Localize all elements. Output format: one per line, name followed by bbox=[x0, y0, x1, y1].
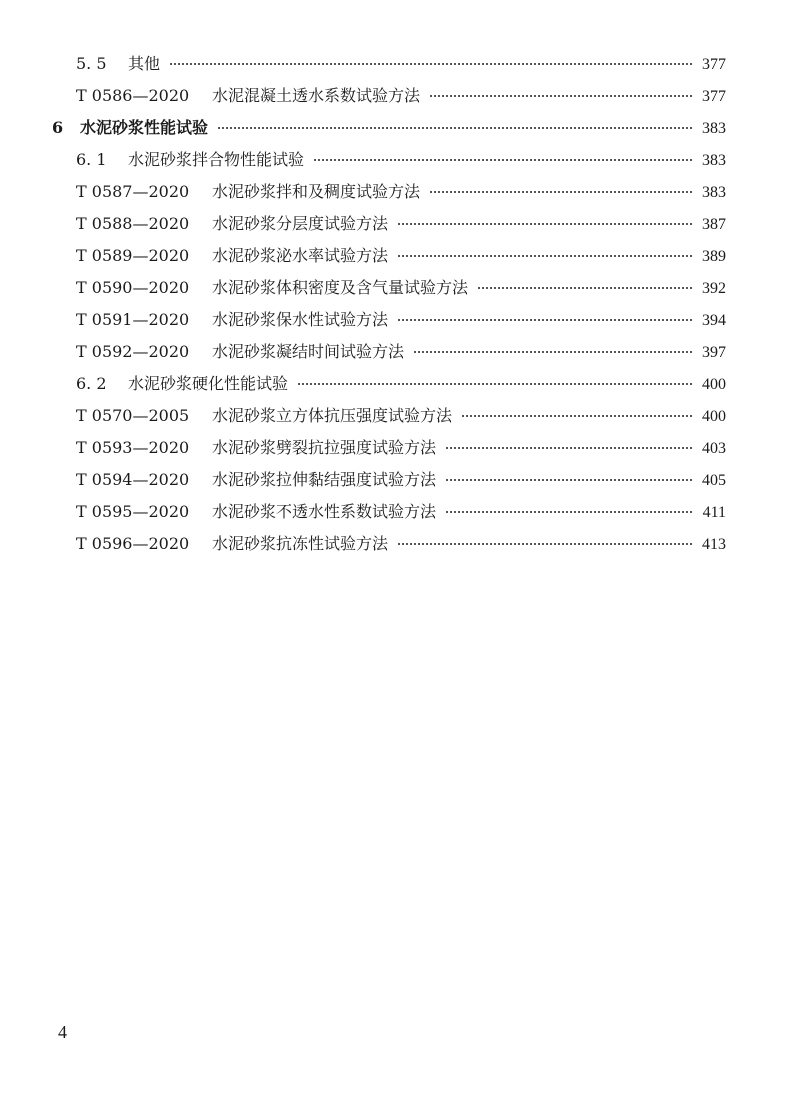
dot-leader bbox=[446, 447, 692, 449]
toc-entry-page: 397 bbox=[702, 344, 726, 361]
page-number: 4 bbox=[58, 1022, 67, 1042]
dot-leader bbox=[314, 159, 692, 161]
dot-leader bbox=[462, 415, 692, 417]
dot-leader bbox=[414, 351, 692, 353]
toc-entry-number: T 0588—2020 bbox=[76, 214, 190, 233]
toc-entry-number: T 0593—2020 bbox=[76, 438, 190, 457]
toc-entry-title: 水泥砂浆体积密度及含气量试验方法 bbox=[212, 278, 469, 297]
toc-entry-page: 413 bbox=[702, 536, 726, 553]
dot-leader bbox=[478, 287, 692, 289]
dot-leader bbox=[398, 543, 692, 545]
dot-leader bbox=[430, 191, 692, 193]
toc-entry-page: 389 bbox=[702, 248, 726, 265]
toc-entry-page: 377 bbox=[702, 88, 726, 105]
toc-entry-subsection[interactable] bbox=[52, 48, 726, 80]
toc-entry-number: T 0592—2020 bbox=[76, 342, 190, 361]
toc-entry-page: 400 bbox=[702, 376, 726, 393]
dot-leader bbox=[398, 255, 692, 257]
toc-entry-page: 387 bbox=[702, 216, 726, 233]
toc-entry-subsection[interactable] bbox=[52, 368, 726, 400]
toc-entry-number: T 0587—2020 bbox=[76, 182, 190, 201]
toc-entry-standard[interactable] bbox=[52, 304, 726, 336]
toc-entry-standard[interactable] bbox=[52, 176, 726, 208]
toc-entry-title: 水泥砂浆保水性试验方法 bbox=[212, 310, 389, 329]
toc-entry-standard[interactable] bbox=[52, 80, 726, 112]
dot-leader bbox=[446, 479, 692, 481]
toc-entry-title: 水泥砂浆劈裂抗拉强度试验方法 bbox=[212, 438, 437, 457]
toc-entry-page: 377 bbox=[702, 56, 726, 73]
dot-leader bbox=[218, 127, 692, 129]
toc-entry-standard[interactable] bbox=[52, 432, 726, 464]
dot-leader bbox=[398, 319, 692, 321]
toc-entry-title: 水泥砂浆泌水率试验方法 bbox=[212, 246, 389, 265]
dot-leader bbox=[170, 63, 692, 65]
toc-entry-standard[interactable] bbox=[52, 496, 726, 528]
toc-entry-title: 水泥砂浆拌合物性能试验 bbox=[128, 150, 305, 169]
toc-entry-title: 水泥砂浆性能试验 bbox=[80, 118, 209, 137]
toc-entry-number: T 0590—2020 bbox=[76, 278, 190, 297]
toc-entry-title: 水泥砂浆硬化性能试验 bbox=[128, 374, 289, 393]
toc-entry-number: T 0586—2020 bbox=[76, 86, 190, 105]
toc-entry-number: T 0596—2020 bbox=[76, 534, 190, 553]
toc-entry-page: 403 bbox=[702, 440, 726, 457]
toc-entry-standard[interactable] bbox=[52, 528, 726, 560]
toc-entry-standard[interactable] bbox=[52, 336, 726, 368]
toc-entry-standard[interactable] bbox=[52, 272, 726, 304]
toc-entry-title: 水泥砂浆凝结时间试验方法 bbox=[212, 342, 405, 361]
toc-entry-title: 水泥混凝土透水系数试验方法 bbox=[212, 86, 421, 105]
toc-entry-subsection[interactable] bbox=[52, 144, 726, 176]
toc-entry-number: T 0595—2020 bbox=[76, 502, 190, 521]
toc-entry-number: T 0570—2005 bbox=[76, 406, 190, 425]
toc-entry-page: 383 bbox=[702, 152, 726, 169]
toc-entry-number: 6. 2 bbox=[76, 374, 107, 393]
toc-entry-number: 6 bbox=[52, 118, 64, 137]
toc-entry-page: 383 bbox=[702, 184, 726, 201]
toc-entry-title: 其他 bbox=[128, 54, 161, 73]
toc-entry-title: 水泥砂浆不透水性系数试验方法 bbox=[212, 502, 437, 521]
toc-entry-title: 水泥砂浆拉伸黏结强度试验方法 bbox=[212, 470, 437, 489]
dot-leader bbox=[430, 95, 692, 97]
dot-leader bbox=[298, 383, 692, 385]
toc-entry-number: T 0589—2020 bbox=[76, 246, 190, 265]
toc-entry-standard[interactable] bbox=[52, 240, 726, 272]
toc-entry-title: 水泥砂浆抗冻性试验方法 bbox=[212, 534, 389, 553]
toc-entry-standard[interactable] bbox=[52, 400, 726, 432]
toc-entry-page: 394 bbox=[702, 312, 726, 329]
toc-entry-standard[interactable] bbox=[52, 208, 726, 240]
toc-entry-page: 400 bbox=[702, 408, 726, 425]
dot-leader bbox=[446, 511, 692, 513]
toc-entry-title: 水泥砂浆立方体抗压强度试验方法 bbox=[212, 406, 453, 425]
toc-entry-standard[interactable] bbox=[52, 464, 726, 496]
dot-leader bbox=[398, 223, 692, 225]
toc-entry-number: 5. 5 bbox=[76, 54, 107, 73]
toc-entry-page: 383 bbox=[702, 120, 726, 137]
toc-entry-title: 水泥砂浆分层度试验方法 bbox=[212, 214, 389, 233]
toc-entry-number: 6. 1 bbox=[76, 150, 107, 169]
toc-entry-title: 水泥砂浆拌和及稠度试验方法 bbox=[212, 182, 421, 201]
toc-entry-number: T 0591—2020 bbox=[76, 310, 190, 329]
table-of-contents bbox=[52, 48, 726, 560]
toc-entry-number: T 0594—2020 bbox=[76, 470, 190, 489]
toc-entry-page: 405 bbox=[702, 472, 726, 489]
toc-entry-page: 392 bbox=[702, 280, 726, 297]
toc-entry-page: 411 bbox=[702, 504, 726, 521]
toc-entry-chapter[interactable] bbox=[52, 112, 726, 144]
